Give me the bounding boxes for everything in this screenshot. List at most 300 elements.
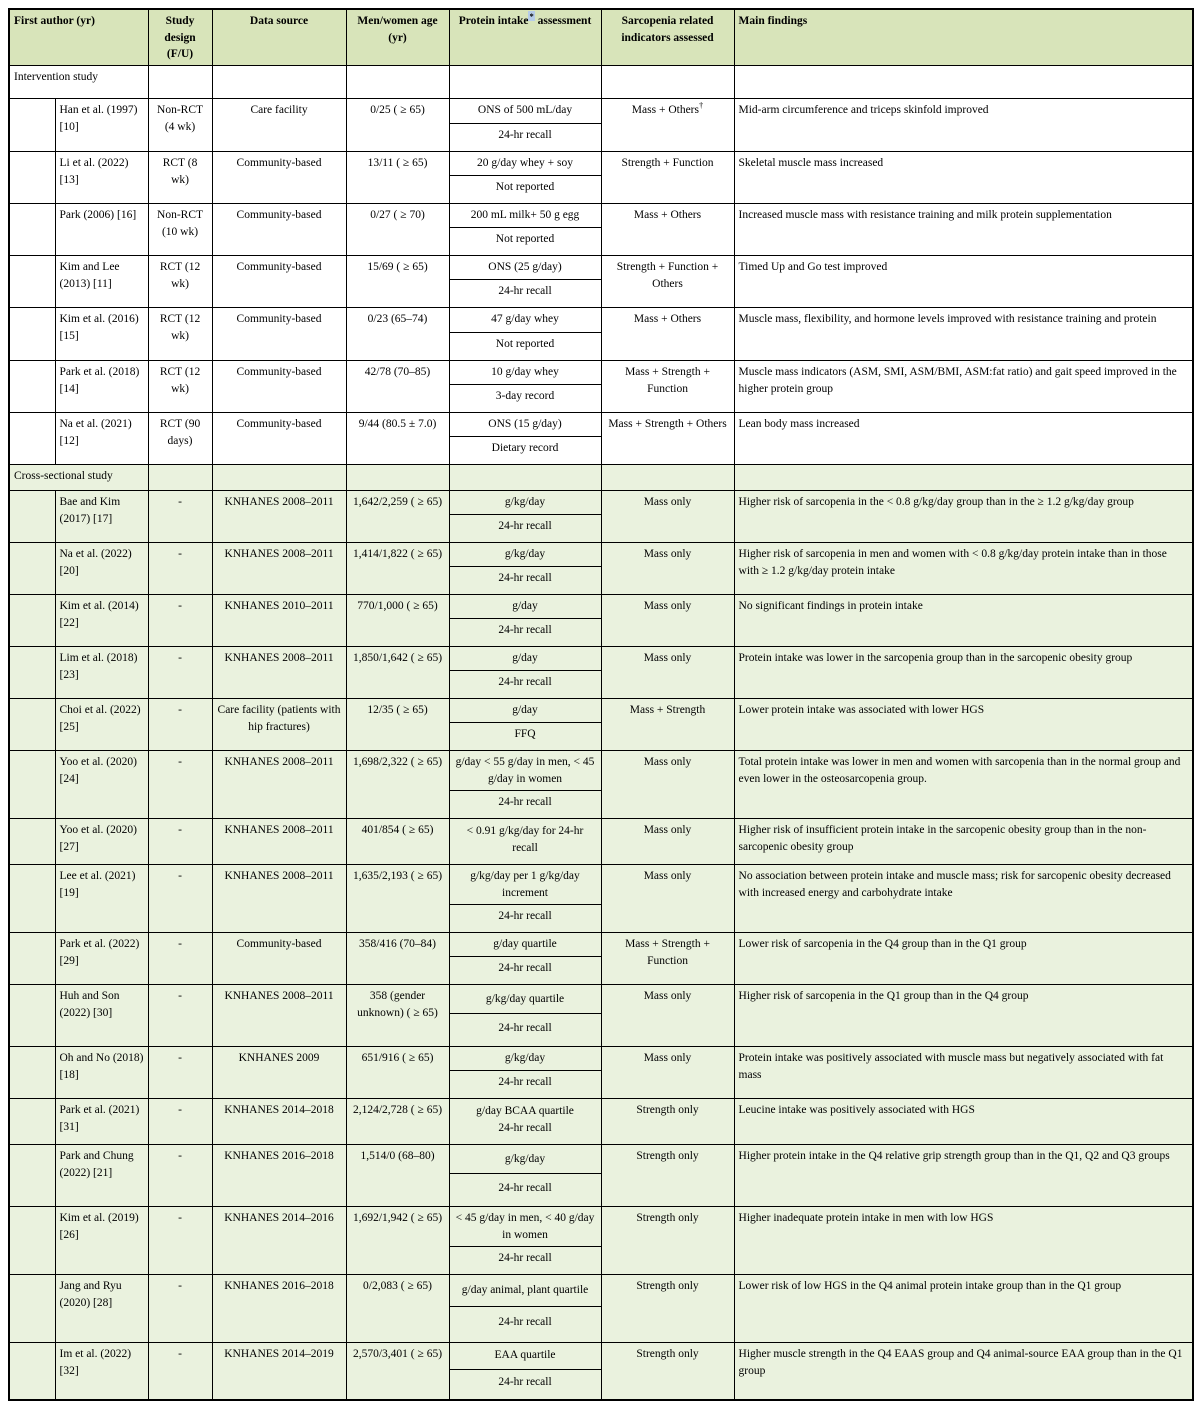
protein-amount-text: g/day bbox=[512, 704, 538, 717]
data-source-cell: KNHANES 2016–2018 bbox=[212, 1275, 346, 1343]
protein-intake-wrap bbox=[450, 699, 601, 746]
author-text: Kim and Lee (2013) [11] bbox=[59, 261, 120, 290]
section-empty-cell bbox=[601, 465, 734, 491]
author-text: Na et al. (2021) [12] bbox=[59, 418, 132, 447]
protein-amount-text: g/kg/day bbox=[504, 496, 546, 509]
section-label: Cross-sectional study bbox=[9, 465, 148, 491]
header-data-source: Data source bbox=[212, 9, 346, 66]
author-cell bbox=[55, 308, 148, 361]
indent-cell bbox=[9, 204, 55, 256]
age-cell: 1,635/2,193 ( ≥ 65) bbox=[346, 865, 449, 933]
main-findings-cell: Timed Up and Go test improved bbox=[734, 256, 1193, 308]
study-design-cell: - bbox=[148, 1099, 212, 1145]
age-cell: 2,570/3,401 ( ≥ 65) bbox=[346, 1343, 449, 1400]
protein-amount-subcell bbox=[450, 1145, 601, 1174]
data-source-cell: Community-based bbox=[212, 413, 346, 465]
main-findings-cell: Higher risk of sarcopenia in men and women with < 0.8 g/kg/day protein intake than in those with ≥ 1.2 g/kg/day protein intake bbox=[734, 543, 1193, 595]
study-design-cell: - bbox=[148, 699, 212, 751]
protein-intake-wrap bbox=[450, 491, 601, 538]
protein-intake-wrap bbox=[450, 595, 601, 642]
author-text: Kim et al. (2014) [22] bbox=[59, 600, 139, 629]
author-text: Huh and Son (2022) [30] bbox=[59, 990, 120, 1019]
protein-amount-text: 10 g/day whey bbox=[491, 366, 559, 379]
author-cell bbox=[55, 1047, 148, 1099]
protein-intake-cell bbox=[449, 1047, 601, 1099]
protein-intake-wrap bbox=[450, 413, 601, 460]
protein-method-subcell bbox=[450, 619, 601, 642]
study-design-cell: - bbox=[148, 1275, 212, 1343]
protein-method-subcell bbox=[450, 437, 601, 460]
study-row bbox=[9, 1275, 1193, 1343]
data-source-cell: KNHANES 2014–2018 bbox=[212, 1099, 346, 1145]
sarcopenia-indicators-cell bbox=[601, 152, 734, 204]
main-findings-cell: Higher risk of sarcopenia in the < 0.8 g/kg/day group than in the ≥ 1.2 g/kg/day group bbox=[734, 491, 1193, 543]
sarcopenia-indicators-cell bbox=[601, 99, 734, 152]
protein-intake-cell bbox=[449, 1275, 601, 1343]
study-design-cell: RCT (12 wk) bbox=[148, 256, 212, 308]
protein-amount-subcell bbox=[450, 1343, 601, 1370]
author-text: Yoo et al. (2020) [24] bbox=[59, 756, 137, 785]
protein-intake-cell bbox=[449, 308, 601, 361]
study-design-cell: - bbox=[148, 1207, 212, 1275]
section-empty-cell bbox=[148, 465, 212, 491]
study-design-cell: RCT (12 wk) bbox=[148, 361, 212, 413]
author-text: Lee et al. (2021) [19] bbox=[59, 870, 136, 899]
sarcopenia-indicators-text: Strength only bbox=[636, 1212, 699, 1225]
protein-amount-text: g/day bbox=[512, 600, 538, 613]
header-first-author: First author (yr) bbox=[9, 9, 148, 66]
sarcopenia-indicators-text: Mass + Strength + Others bbox=[608, 418, 727, 431]
author-text: Yoo et al. (2020) [27] bbox=[59, 824, 137, 853]
sarcopenia-indicators-text: Mass + Others bbox=[633, 313, 702, 326]
age-cell: 358 (gender unknown) ( ≥ 65) bbox=[346, 985, 449, 1047]
study-row bbox=[9, 413, 1193, 465]
protein-method-subcell bbox=[450, 1247, 601, 1270]
author-cell bbox=[55, 699, 148, 751]
protein-amount-text: g/day bbox=[512, 652, 538, 665]
data-source-cell: KNHANES 2008–2011 bbox=[212, 543, 346, 595]
protein-method-subcell bbox=[450, 176, 601, 199]
sarcopenia-indicators-cell bbox=[601, 819, 734, 865]
study-row bbox=[9, 1343, 1193, 1400]
author-cell bbox=[55, 595, 148, 647]
indent-cell bbox=[9, 99, 55, 152]
sarcopenia-indicators-text: Mass + Others bbox=[631, 104, 699, 117]
author-cell bbox=[55, 204, 148, 256]
study-row bbox=[9, 647, 1193, 699]
protein-intake-cell bbox=[449, 699, 601, 751]
indent-cell bbox=[9, 413, 55, 465]
data-source-cell: Community-based bbox=[212, 256, 346, 308]
sarcopenia-indicators-text: Mass only bbox=[643, 1052, 692, 1065]
header-protein-assessment-label: assessment bbox=[534, 15, 592, 27]
sarcopenia-indicators-cell bbox=[601, 308, 734, 361]
protein-method-text: 24-hr recall bbox=[498, 1252, 552, 1265]
indent-cell bbox=[9, 595, 55, 647]
author-cell bbox=[55, 1099, 148, 1145]
author-cell bbox=[55, 152, 148, 204]
protein-method-subcell bbox=[450, 228, 601, 251]
author-cell bbox=[55, 647, 148, 699]
protein-amount-subcell bbox=[450, 413, 601, 437]
indent-cell bbox=[9, 1047, 55, 1099]
indent-cell bbox=[9, 1343, 55, 1400]
protein-intake-cell bbox=[449, 647, 601, 699]
sarcopenia-indicators-cell bbox=[601, 204, 734, 256]
indent-cell bbox=[9, 1275, 55, 1343]
indent-cell bbox=[9, 1099, 55, 1145]
study-row bbox=[9, 152, 1193, 204]
sarcopenia-indicators-cell bbox=[601, 413, 734, 465]
sarcopenia-indicators-text: Mass only bbox=[643, 870, 692, 883]
main-findings-cell: Higher protein intake in the Q4 relative grip strength group than in the Q1, Q2 and Q3 groups bbox=[734, 1145, 1193, 1207]
sarcopenia-indicators-cell bbox=[601, 595, 734, 647]
data-source-cell: KNHANES 2008–2011 bbox=[212, 491, 346, 543]
study-row bbox=[9, 1207, 1193, 1275]
author-cell bbox=[55, 1275, 148, 1343]
age-cell: 42/78 (70–85) bbox=[346, 361, 449, 413]
sarcopenia-indicators-text: Mass only bbox=[643, 756, 692, 769]
protein-intake-wrap bbox=[450, 152, 601, 199]
author-text: Park and Chung (2022) [21] bbox=[59, 1150, 134, 1179]
sarcopenia-indicators-text: Mass + Strength + Function bbox=[625, 938, 710, 967]
main-findings-cell: Higher risk of insufficient protein intake in the sarcopenic obesity group than in the non-sarcopenic obesity group bbox=[734, 819, 1193, 865]
sarcopenia-indicators-text: Strength only bbox=[636, 1150, 699, 1163]
protein-intake-cell bbox=[449, 1343, 601, 1400]
protein-amount-subcell bbox=[450, 361, 601, 385]
indent-cell bbox=[9, 865, 55, 933]
protein-amount-text: < 45 g/day in men, < 40 g/day in women bbox=[455, 1212, 595, 1241]
author-cell bbox=[55, 933, 148, 985]
asterisk-footnote-marker: * bbox=[529, 11, 534, 22]
protein-method-text: 24-hr recall bbox=[498, 910, 552, 923]
sarcopenia-indicators-cell bbox=[601, 1275, 734, 1343]
protein-amount-text: g/day BCAA quartile bbox=[476, 1104, 574, 1117]
protein-method-text: 24-hr recall bbox=[498, 796, 552, 809]
protein-method-text: 24-hr recall bbox=[498, 128, 552, 141]
protein-method-text: 24-hr recall bbox=[498, 285, 552, 298]
data-source-cell: KNHANES 2008–2011 bbox=[212, 985, 346, 1047]
protein-intake-cell bbox=[449, 933, 601, 985]
study-design-cell: - bbox=[148, 933, 212, 985]
age-cell: 1,692/1,942 ( ≥ 65) bbox=[346, 1207, 449, 1275]
sarcopenia-indicators-text: Strength only bbox=[636, 1104, 699, 1117]
protein-method-text: Not reported bbox=[495, 181, 555, 194]
protein-intake-cell bbox=[449, 751, 601, 819]
age-cell: 358/416 (70–84) bbox=[346, 933, 449, 985]
study-design-cell: RCT (90 days) bbox=[148, 413, 212, 465]
section-empty-cell bbox=[601, 66, 734, 99]
protein-intake-wrap bbox=[450, 1207, 601, 1270]
protein-amount-subcell bbox=[450, 985, 601, 1014]
protein-method-text: 24-hr recall bbox=[498, 962, 552, 975]
sarcopenia-indicators-text: Strength only bbox=[636, 1280, 699, 1293]
main-findings-cell: Lower risk of sarcopenia in the Q4 group than in the Q1 group bbox=[734, 933, 1193, 985]
author-text: Kim et al. (2019) [26] bbox=[59, 1212, 139, 1241]
main-findings-cell: Skeletal muscle mass increased bbox=[734, 152, 1193, 204]
protein-method-subcell bbox=[450, 385, 601, 408]
study-row bbox=[9, 543, 1193, 595]
protein-intake-subcell bbox=[450, 819, 601, 860]
protein-amount-subcell bbox=[450, 699, 601, 723]
author-text: Choi et al. (2022) [25] bbox=[59, 704, 141, 733]
age-cell: 0/2,083 ( ≥ 65) bbox=[346, 1275, 449, 1343]
study-row bbox=[9, 865, 1193, 933]
data-source-cell: Community-based bbox=[212, 308, 346, 361]
section-empty-cell bbox=[449, 465, 601, 491]
protein-amount-subcell bbox=[450, 543, 601, 567]
author-cell bbox=[55, 413, 148, 465]
indent-cell bbox=[9, 985, 55, 1047]
protein-intake-cell bbox=[449, 361, 601, 413]
study-row bbox=[9, 204, 1193, 256]
protein-intake-wrap bbox=[450, 204, 601, 251]
protein-method-text: 24-hr recall bbox=[498, 1021, 552, 1034]
protein-intake-wrap bbox=[450, 819, 601, 860]
header-sarcopenia-indicators: Sarcopenia related indicators assessed bbox=[601, 9, 734, 66]
data-source-cell: KNHANES 2014–2016 bbox=[212, 1207, 346, 1275]
protein-amount-subcell bbox=[450, 933, 601, 957]
data-source-cell: KNHANES 2014–2019 bbox=[212, 1343, 346, 1400]
header-protein-intake bbox=[449, 9, 601, 66]
protein-intake-wrap bbox=[450, 1145, 601, 1202]
indent-cell bbox=[9, 647, 55, 699]
protein-intake-wrap bbox=[450, 865, 601, 928]
sarcopenia-indicators-cell bbox=[601, 543, 734, 595]
header-men-women-age: Men/women age (yr) bbox=[346, 9, 449, 66]
protein-intake-cell bbox=[449, 99, 601, 152]
age-cell: 0/27 ( ≥ 70) bbox=[346, 204, 449, 256]
author-text: Park et al. (2021) [31] bbox=[59, 1104, 140, 1133]
data-source-cell: KNHANES 2009 bbox=[212, 1047, 346, 1099]
protein-intake-wrap bbox=[450, 256, 601, 303]
protein-amount-subcell bbox=[450, 865, 601, 905]
protein-amount-text: g/day quartile bbox=[493, 938, 557, 951]
protein-intake-subcell bbox=[450, 1099, 601, 1140]
author-text: Im et al. (2022) [32] bbox=[59, 1348, 132, 1377]
age-cell: 1,850/1,642 ( ≥ 65) bbox=[346, 647, 449, 699]
study-row bbox=[9, 256, 1193, 308]
author-text: Oh and No (2018) [18] bbox=[59, 1052, 144, 1081]
protein-intake-cell bbox=[449, 1099, 601, 1145]
indent-cell bbox=[9, 819, 55, 865]
study-row bbox=[9, 308, 1193, 361]
sarcopenia-indicators-text: Mass only bbox=[643, 990, 692, 1003]
study-row bbox=[9, 1047, 1193, 1099]
protein-amount-text: g/kg/day bbox=[504, 1052, 546, 1065]
main-findings-cell: Total protein intake was lower in men and women with sarcopenia than in the normal group and even lower in the osteosarcopenia group. bbox=[734, 751, 1193, 819]
section-empty-cell bbox=[734, 465, 1193, 491]
header-protein-intake-label: Protein intake bbox=[458, 15, 529, 27]
protein-intake-wrap bbox=[450, 1047, 601, 1094]
main-findings-cell: Protein intake was lower in the sarcopenia group than in the sarcopenic obesity group bbox=[734, 647, 1193, 699]
protein-intake-wrap bbox=[450, 1275, 601, 1338]
protein-method-subcell bbox=[450, 515, 601, 538]
main-findings-cell: Leucine intake was positively associated with HGS bbox=[734, 1099, 1193, 1145]
sarcopenia-indicators-cell bbox=[601, 1145, 734, 1207]
protein-amount-text: ONS of 500 mL/day bbox=[477, 104, 573, 117]
protein-intake-wrap bbox=[450, 985, 601, 1042]
sarcopenia-indicators-text: Strength only bbox=[636, 1348, 699, 1361]
protein-method-subcell bbox=[450, 1174, 601, 1202]
indent-cell bbox=[9, 1145, 55, 1207]
protein-amount-text: ONS (15 g/day) bbox=[488, 418, 562, 431]
age-cell: 13/11 ( ≥ 65) bbox=[346, 152, 449, 204]
protein-method-text: 24-hr recall bbox=[498, 624, 552, 637]
data-source-cell: KNHANES 2008–2011 bbox=[212, 647, 346, 699]
author-text: Na et al. (2022) [20] bbox=[59, 548, 132, 577]
protein-method-text: 3-day record bbox=[495, 390, 555, 403]
protein-amount-subcell bbox=[450, 152, 601, 176]
protein-amount-text: g/kg/day bbox=[504, 1152, 546, 1165]
author-cell bbox=[55, 865, 148, 933]
data-source-cell: KNHANES 2016–2018 bbox=[212, 1145, 346, 1207]
protein-amount-text: g/kg/day bbox=[504, 548, 546, 561]
age-cell: 401/854 ( ≥ 65) bbox=[346, 819, 449, 865]
protein-amount-subcell bbox=[450, 99, 601, 124]
protein-method-subcell bbox=[450, 124, 601, 148]
age-cell: 1,414/1,822 ( ≥ 65) bbox=[346, 543, 449, 595]
protein-intake-cell bbox=[449, 256, 601, 308]
sarcopenia-indicators-text: Mass + Others bbox=[633, 209, 702, 222]
protein-intake-cell bbox=[449, 152, 601, 204]
protein-intake-wrap bbox=[450, 647, 601, 694]
protein-intake-cell bbox=[449, 865, 601, 933]
study-row bbox=[9, 933, 1193, 985]
protein-amount-text: g/kg/day per 1 g/kg/day increment bbox=[470, 870, 580, 899]
data-source-cell: KNHANES 2008–2011 bbox=[212, 865, 346, 933]
protein-method-subcell bbox=[450, 1370, 601, 1396]
protein-amount-text: 200 mL milk+ 50 g egg bbox=[470, 209, 580, 222]
protein-method-text: 24-hr recall bbox=[498, 1375, 552, 1388]
protein-method-text: Dietary record bbox=[491, 442, 559, 455]
protein-amount-text: ONS (25 g/day) bbox=[488, 261, 562, 274]
age-cell: 651/916 ( ≥ 65) bbox=[346, 1047, 449, 1099]
protein-amount-subcell bbox=[450, 595, 601, 619]
study-design-cell: RCT (12 wk) bbox=[148, 308, 212, 361]
main-findings-cell: No significant findings in protein intake bbox=[734, 595, 1193, 647]
protein-method-subcell bbox=[450, 905, 601, 928]
protein-intake-wrap bbox=[450, 99, 601, 147]
protein-intake-cell bbox=[449, 1145, 601, 1207]
protein-method-subcell bbox=[450, 1307, 601, 1338]
protein-intake-wrap bbox=[450, 751, 601, 814]
author-text: Park (2006) [16] bbox=[59, 209, 137, 222]
study-design-cell: - bbox=[148, 1145, 212, 1207]
age-cell: 1,698/2,322 ( ≥ 65) bbox=[346, 751, 449, 819]
study-row bbox=[9, 1145, 1193, 1207]
protein-intake-cell bbox=[449, 491, 601, 543]
author-text: Park et al. (2018) [14] bbox=[59, 366, 140, 395]
section-empty-cell bbox=[148, 66, 212, 99]
protein-intake-wrap bbox=[450, 1343, 601, 1395]
age-cell: 9/44 (80.5 ± 7.0) bbox=[346, 413, 449, 465]
section-label: Intervention study bbox=[9, 66, 148, 99]
author-cell bbox=[55, 99, 148, 152]
study-row bbox=[9, 1099, 1193, 1145]
author-cell bbox=[55, 751, 148, 819]
study-design-cell: - bbox=[148, 1047, 212, 1099]
section-empty-cell bbox=[346, 465, 449, 491]
sarcopenia-indicators-cell bbox=[601, 1047, 734, 1099]
study-design-cell: Non-RCT (10 wk) bbox=[148, 204, 212, 256]
protein-amount-subcell bbox=[450, 647, 601, 671]
sarcopenia-indicators-cell bbox=[601, 1343, 734, 1400]
protein-intake-wrap bbox=[450, 308, 601, 356]
main-findings-cell: Higher risk of sarcopenia in the Q1 group than in the Q4 group bbox=[734, 985, 1193, 1047]
age-cell: 1,642/2,259 ( ≥ 65) bbox=[346, 491, 449, 543]
protein-amount-subcell bbox=[450, 491, 601, 515]
author-text: Bae and Kim (2017) [17] bbox=[59, 496, 121, 525]
study-row bbox=[9, 99, 1193, 152]
data-source-cell: Care facility (patients with hip fractures) bbox=[212, 699, 346, 751]
sarcopenia-indicators-cell bbox=[601, 933, 734, 985]
header-study-design: Study design (F/U) bbox=[148, 9, 212, 66]
section-empty-cell bbox=[449, 66, 601, 99]
study-row bbox=[9, 819, 1193, 865]
protein-amount-text: g/day < 55 g/day in men, < 45 g/day in women bbox=[455, 756, 595, 785]
indent-cell bbox=[9, 361, 55, 413]
age-cell: 770/1,000 ( ≥ 65) bbox=[346, 595, 449, 647]
protein-amount-subcell bbox=[450, 308, 601, 333]
sarcopenia-indicators-cell bbox=[601, 699, 734, 751]
author-cell bbox=[55, 819, 148, 865]
age-cell: 12/35 ( ≥ 65) bbox=[346, 699, 449, 751]
protein-intake-cell bbox=[449, 819, 601, 865]
study-design-cell: - bbox=[148, 751, 212, 819]
main-findings-cell: Protein intake was positively associated with muscle mass but negatively associated with fat mass bbox=[734, 1047, 1193, 1099]
section-empty-cell bbox=[346, 66, 449, 99]
sarcopenia-indicators-cell bbox=[601, 985, 734, 1047]
sarcopenia-indicators-text: Mass only bbox=[643, 824, 692, 837]
data-source-cell: Community-based bbox=[212, 361, 346, 413]
protein-method-subcell bbox=[450, 1071, 601, 1094]
study-design-cell: - bbox=[148, 819, 212, 865]
data-source-cell: Care facility bbox=[212, 99, 346, 152]
protein-intake-cell bbox=[449, 985, 601, 1047]
protein-intake-cell bbox=[449, 204, 601, 256]
protein-amount-text: 47 g/day whey bbox=[491, 313, 559, 326]
sarcopenia-indicators-text: Mass + Strength + Function bbox=[625, 366, 710, 395]
table-header-row bbox=[9, 9, 1193, 66]
author-cell bbox=[55, 1207, 148, 1275]
section-row-intervention bbox=[9, 66, 1193, 99]
study-design-cell: - bbox=[148, 543, 212, 595]
header-main-findings: Main findings bbox=[734, 9, 1193, 66]
protein-method-subcell bbox=[450, 791, 601, 814]
protein-intake-cell bbox=[449, 413, 601, 465]
author-text: Li et al. (2022) [13] bbox=[59, 157, 129, 186]
main-findings-cell: Muscle mass indicators (ASM, SMI, ASM/BMI, ASM:fat ratio) and gait speed improved in the higher protein group bbox=[734, 361, 1193, 413]
sarcopenia-indicators-text: Mass only bbox=[643, 652, 692, 665]
author-cell bbox=[55, 491, 148, 543]
indent-cell bbox=[9, 152, 55, 204]
protein-amount-subcell bbox=[450, 204, 601, 228]
protein-intake-wrap bbox=[450, 361, 601, 408]
protein-intake-cell bbox=[449, 1207, 601, 1275]
protein-amount-subcell bbox=[450, 751, 601, 791]
sarcopenia-indicators-cell bbox=[601, 865, 734, 933]
main-findings-cell: Muscle mass, flexibility, and hormone levels improved with resistance training and protein bbox=[734, 308, 1193, 361]
author-cell bbox=[55, 543, 148, 595]
protein-method-text: 24-hr recall bbox=[498, 1181, 552, 1194]
study-row bbox=[9, 491, 1193, 543]
data-source-cell: KNHANES 2008–2011 bbox=[212, 819, 346, 865]
protein-intake-cell bbox=[449, 543, 601, 595]
protein-method-subcell bbox=[450, 567, 601, 590]
protein-intake-wrap bbox=[450, 543, 601, 590]
sarcopenia-indicators-text: Mass + Strength bbox=[629, 704, 706, 717]
